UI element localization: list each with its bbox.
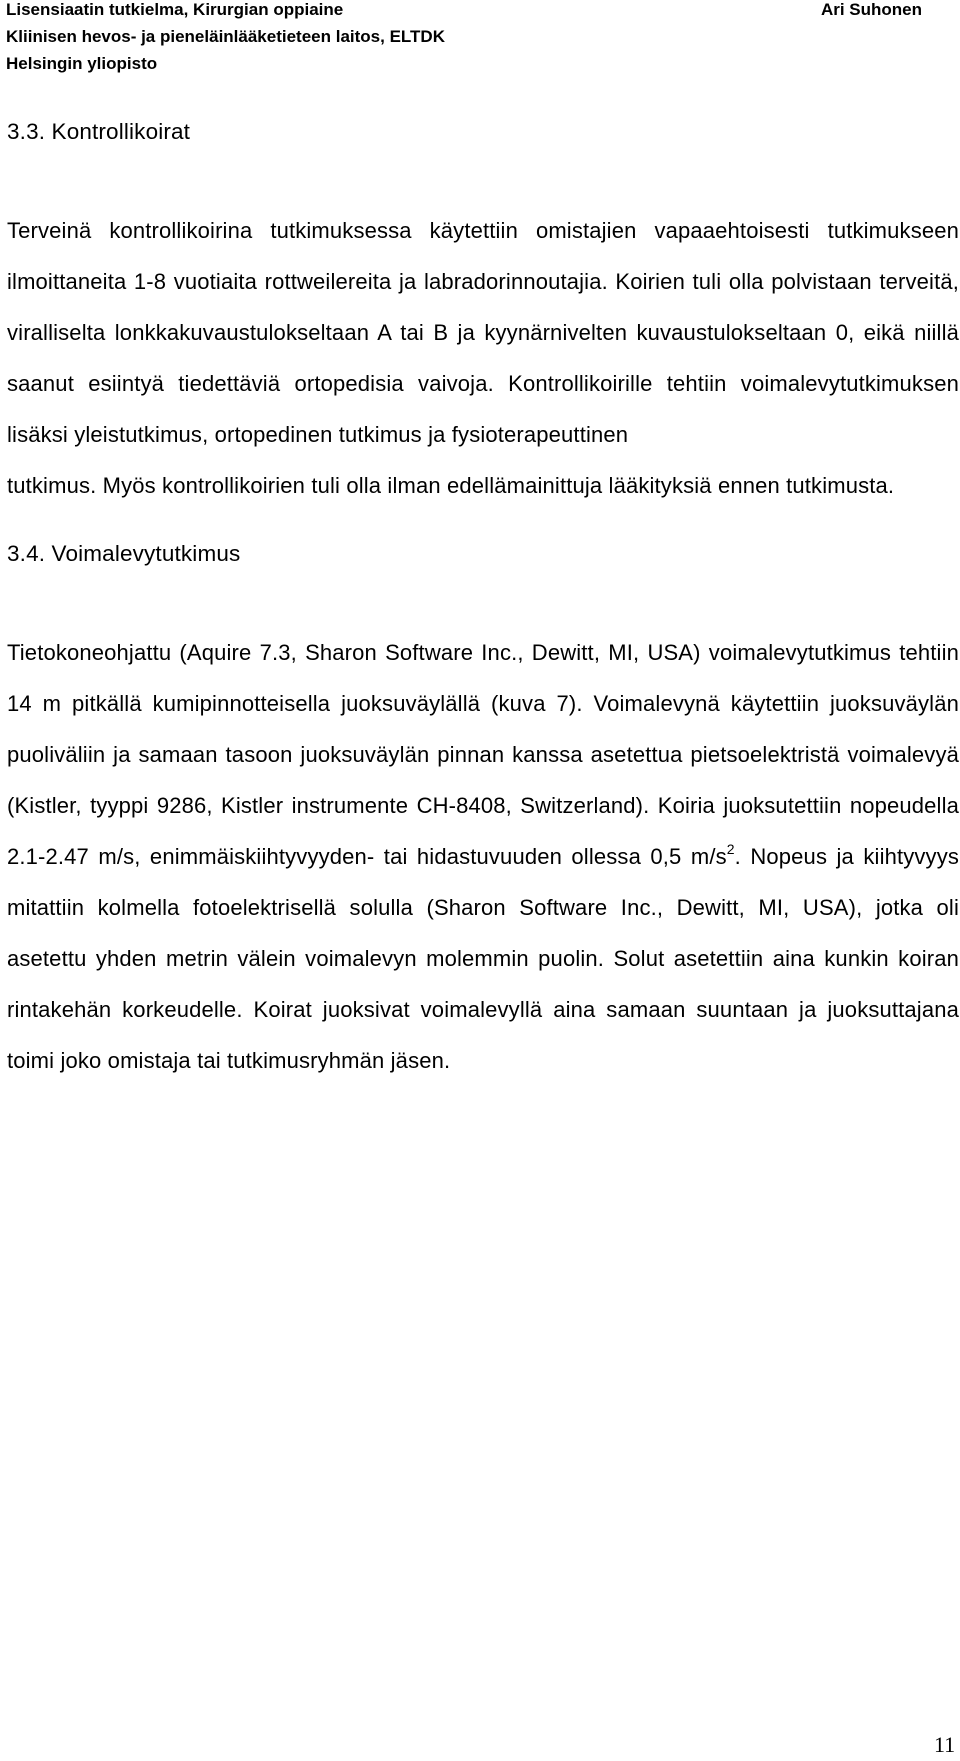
header-author: Ari Suhonen [820, 0, 922, 19]
superscript-exponent: 2 [726, 841, 735, 857]
section-heading-control-dogs: 3.3. Kontrollikoirat [7, 119, 191, 144]
paragraph-force-plate-part2: . Nopeus ja kiihtyvyys mitattiin kolmella fotoelektrisellä solulla (Sharon Software Inc., Dewitt, MI, USA), jotka oli asetettu yhden metrin välein voimalevyn molemmin puolin. Solut asetettiin aina kunkin koiran rintakehän korkeudelle. Koirat juoksivat voimalevyllä aina samaan suuntaan ja juoksuttajana toimi joko omistaja tai tutkimusryhmän jäsen. [7, 844, 959, 1073]
paragraph-force-plate-part1: Tietokoneohjattu (Aquire 7.3, Sharon Software Inc., Dewitt, MI, USA) voimalevytutkimus tehtiin 14 m pitkällä kumipinnotteisella juoksuväylällä (kuva 7). Voimalevynä käytettiin juoksuväylän puoliväliin ja samaan tasoon juoksuväylän pinnan kanssa asetettua pietsoelektristä voimalevyä (Kistler, tyyppi 9286, Kistler instrumente CH-8408, Switzerland). Koiria juoksutettiin nopeudella 2.1-2.47 m/s, enimmäiskiihtyvyyden- tai hidastuvuuden ollessa 0,5 m/s [7, 640, 959, 869]
header-university: Helsingin yliopisto [6, 54, 158, 73]
header-thesis: Lisensiaatin tutkielma, Kirurgian oppiaine [6, 0, 344, 19]
header-department: Kliinisen hevos- ja pieneläinlääketieteen laitos, ELTDK [6, 27, 445, 46]
header-left-block [6, 0, 445, 77]
section-heading-force-plate: 3.4. Voimalevytutkimus [7, 541, 241, 566]
paragraph-force-plate [7, 627, 959, 1086]
page-number: 11 [934, 1732, 956, 1757]
document-body [7, 118, 959, 1146]
paragraph-control-dogs: Terveinä kontrollikoirina tutkimuksessa käytettiin omistajien vapaaehtoisesti tutkimukseen ilmoittaneita 1-8 vuotiaita rottweilereita ja labradorinnoutajia. Koirien tuli olla polvistaan terveitä, viralliselta lonkkakuvaustulokseltaan A tai B ja kyynärnivelten kuvaustulokseltaan 0, eikä niillä saanut esiintyä tiedettäviä ortopedisia vaivoja. Kontrollikoirille tehtiin voimalevytutkimuksen lisäksi yleistutkimus, ortopedinen tutkimus ja fysioterapeuttinen tutkimus. Myös kontrollikoirien tuli olla ilman edellämainittuja lääkityksiä ennen tutkimusta. [7, 218, 959, 498]
